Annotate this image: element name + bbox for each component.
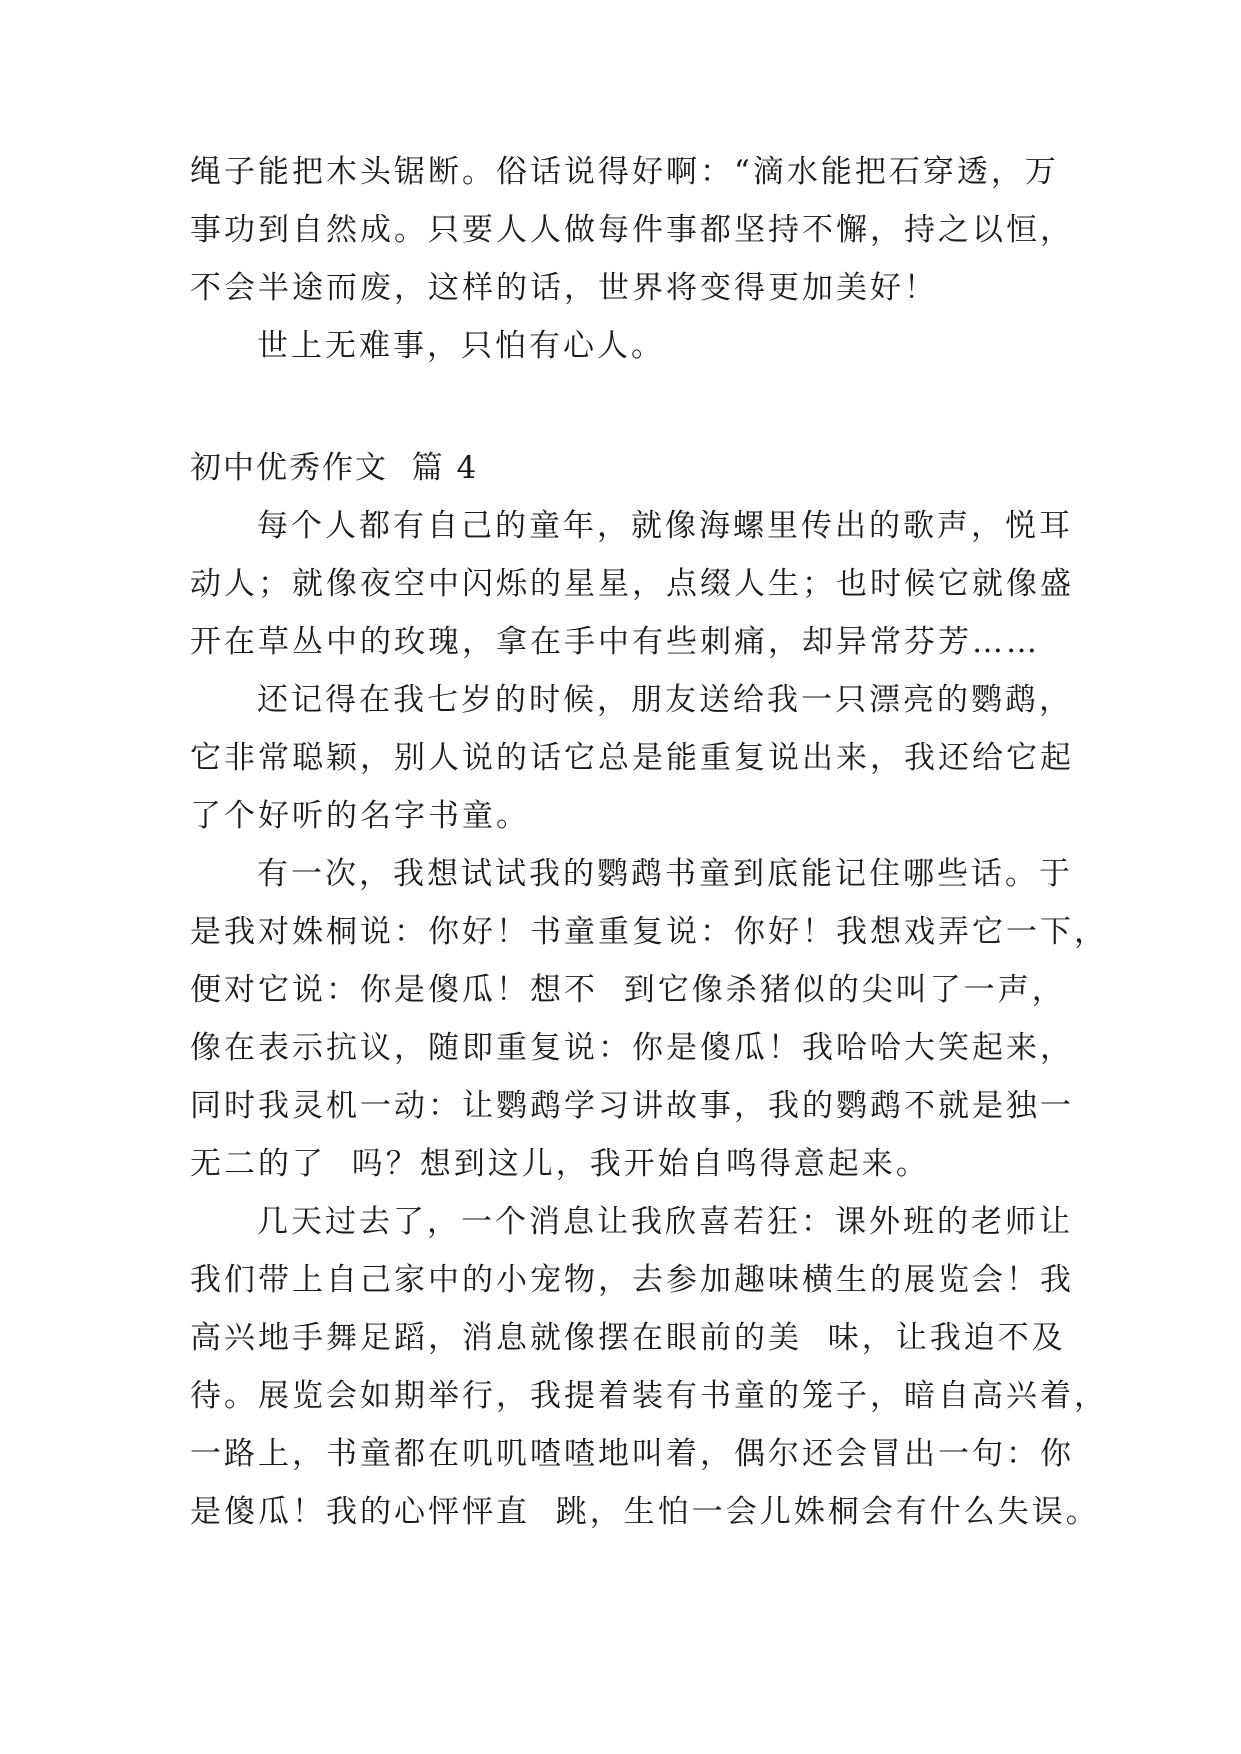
text-line: 每个人都有自己的童年，就像海螺里传出的歌声，悦耳 — [257, 508, 1073, 544]
section-heading: 初中优秀作文 篇 4 — [190, 450, 479, 486]
text-line: 了个好听的名字书童。 — [190, 798, 530, 834]
text-line: 还记得在我七岁的时候，朋友送给我一只漂亮的鹦鹉， — [257, 682, 1073, 718]
text-line: 世上无难事，只怕有心人。 — [257, 328, 665, 364]
text-line: 我们带上自己家中的小宠物，去参加趣味横生的展览会！我 — [190, 1262, 1074, 1298]
text-line: 待。展览会如期举行，我提着装有书童的笼子，暗自高兴着， — [190, 1378, 1108, 1414]
text-line: 开在草丛中的玫瑰，拿在手中有些刺痛，却异常芬芳…… — [190, 624, 1040, 660]
text-line: 绳子能把木头锯断。俗话说得好啊：“滴水能把石穿透，万 — [190, 154, 1059, 190]
text-line: 不会半途而废，这样的话，世界将变得更加美好！ — [190, 270, 938, 306]
text-line: 一路上，书童都在叽叽喳喳地叫着，偶尔还会冒出一句：你 — [190, 1436, 1074, 1472]
text-line: 它非常聪颖，别人说的话它总是能重复说出来，我还给它起 — [190, 740, 1074, 776]
text-line: 是傻瓜！我的心怦怦直 跳，生怕一会儿姝桐会有什么失误。 — [190, 1494, 1100, 1530]
text-line: 是我对姝桐说：你好！书童重复说：你好！我想戏弄它一下， — [190, 914, 1108, 950]
text-line: 便对它说：你是傻瓜！想不 到它像杀猪似的尖叫了一声， — [190, 972, 1066, 1008]
text-line: 动人；就像夜空中闪烁的星星，点缀人生；也时候它就像盛 — [190, 566, 1074, 602]
text-line: 有一次，我想试试我的鹦鹉书童到底能记住哪些话。于 — [257, 856, 1073, 892]
text-line: 无二的了 吗？想到这儿，我开始自鸣得意起来。 — [190, 1146, 930, 1182]
text-line: 高兴地手舞足蹈，消息就像摆在眼前的美 味，让我迫不及 — [190, 1320, 1066, 1356]
text-line: 事功到自然成。只要人人做每件事都坚持不懈，持之以恒， — [190, 212, 1074, 248]
text-line: 几天过去了，一个消息让我欣喜若狂：课外班的老师让 — [257, 1204, 1073, 1240]
text-line: 像在表示抗议，随即重复说：你是傻瓜！我哈哈大笑起来， — [190, 1030, 1074, 1066]
text-line: 同时我灵机一动：让鹦鹉学习讲故事，我的鹦鹉不就是独一 — [190, 1088, 1074, 1124]
